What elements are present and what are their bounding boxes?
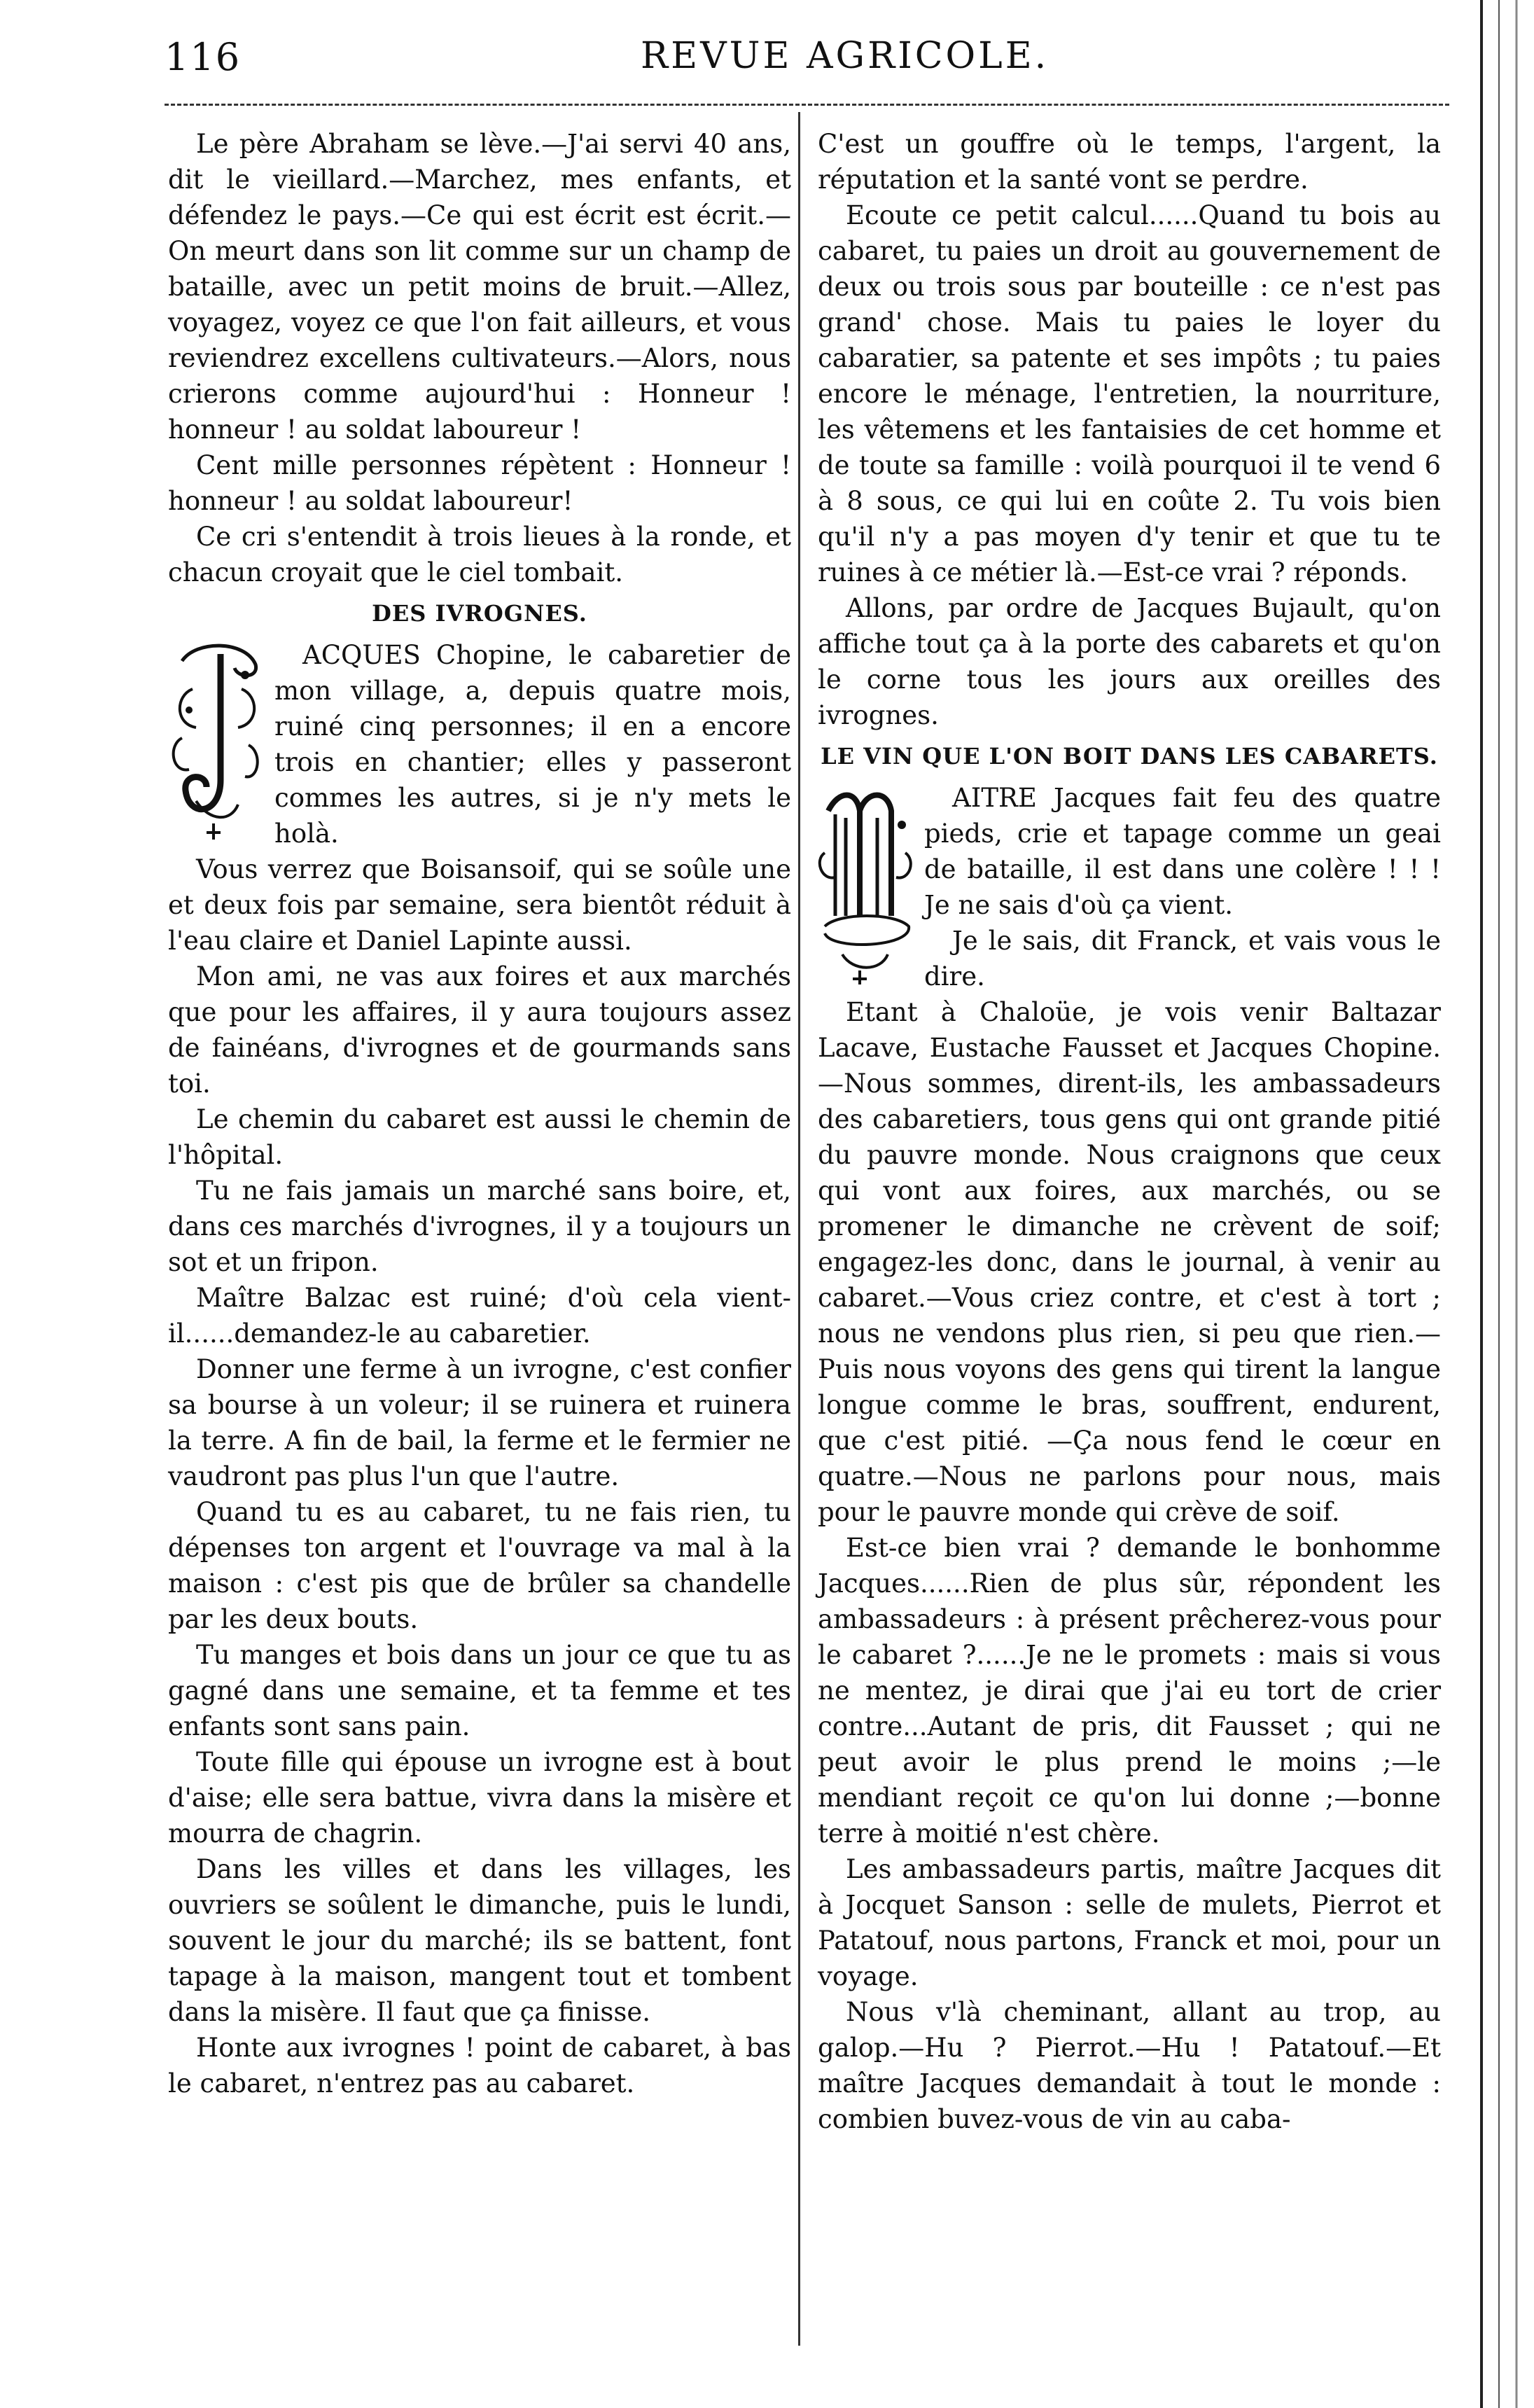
left-column xyxy=(168,126,791,2101)
paragraph: Le père Abraham se lève.—J'ai servi 40 ans, dit le vieillard.—Marchez, mes enfants, et défendez le pays.—Ce qui est écrit est écrit.—On meurt dans son lit comme sur un champ de bataille, avec un petit moins de bruit.—Allez, voyagez, voyez ce que l'on fait ailleurs, et vous reviendrez excellens cultivateurs.—Alors, nous crierons comme aujourd'hui : Honneur ! honneur ! au soldat laboureur ! xyxy=(168,129,791,445)
paragraph: AITRE Jacques fait feu des quatre pieds, crie et tapage comme un geai de bataille, il est dans une colère ! ! ! Je ne sais d'où ça vient. xyxy=(924,783,1441,920)
paragraph: Je le sais, dit Franck, et vais vous le dire. xyxy=(924,926,1441,991)
section-title-vin: LE VIN QUE L'ON BOIT DANS LES CABARETS. xyxy=(821,743,1438,770)
paragraph: C'est un gouffre où le temps, l'argent, la réputation et la santé vont se perdre. xyxy=(818,129,1441,195)
page-header xyxy=(165,28,1449,91)
paragraph: Les ambassadeurs partis, maître Jacques dit à Jocquet Sanson : selle de mulets, Pierrot et Patatouf, nous partons, Franck et moi, pour un voyage. xyxy=(818,1854,1441,1991)
paragraph: Est-ce bien vrai ? demande le bonhomme Jacques......Rien de plus sûr, répondent les ambassadeurs : à présent prêcherez-vous pour le cabaret ?......Je ne le promets : mais si vous ne mentez, je dirai que j'ai eu tort de crier contre...Autant de pris, dit Fausset ; qui ne peut avoir le plus prend le moins ;—le mendiant reçoit ce qu'on lui donne ;—bonne terre à moitié n'est chère. xyxy=(818,1533,1441,1849)
paragraph: Toute fille qui épouse un ivrogne est à bout d'aise; elle sera battue, vivra dans la misère et mourra de chagrin. xyxy=(168,1747,791,1849)
paragraph: Dans les villes et dans les villages, les ouvriers se soûlent le dimanche, puis le lundi, souvent le jour du marché; ils se battent, font tapage à la maison, mangent tout et tombent dans la misère. Il faut que ça finisse. xyxy=(168,1854,791,2027)
ornate-initial-m-icon xyxy=(818,783,916,986)
paragraph: ACQUES Chopine, le cabaretier de mon village, a, depuis quatre mois, ruiné cinq personnes; il en a encore trois en chantier; elles y passeront commes les autres, si je n'y mets le holà. xyxy=(274,640,791,849)
ornate-initial-j-icon xyxy=(168,640,266,843)
section-title-ivrognes: DES IVROGNES. xyxy=(372,600,587,627)
paragraph: Ce cri s'entendit à trois lieues à la ronde, et chacun croyait que le ciel tombait. xyxy=(168,522,791,587)
paragraph: Le chemin du cabaret est aussi le chemin de l'hôpital. xyxy=(168,1104,791,1170)
page-number: 116 xyxy=(165,35,242,79)
paragraph: Tu manges et bois dans un jour ce que tu as gagné dans une semaine, et ta femme et tes enfants sont sans pain. xyxy=(168,1640,791,1741)
paragraph: Cent mille personnes répètent : Honneur ! honneur ! au soldat laboureur! xyxy=(168,450,791,516)
paragraph: Mon ami, ne vas aux foires et aux marchés que pour les affaires, il y aura toujours assez de fainéans, d'ivrognes et de gourmands sans toi. xyxy=(168,961,791,1099)
paragraph: Quand tu es au cabaret, tu ne fais rien, tu dépenses ton argent et l'ouvrage va mal à la maison : c'est pis que de brûler sa chandelle par les deux bouts. xyxy=(168,1497,791,1634)
paragraph: Ecoute ce petit calcul......Quand tu bois au cabaret, tu paies un droit au gouvernement de deux ou trois sous par bouteille : ce n'est pas grand' chose. Mais tu paies le loyer du cabaratier, sa patente et ses impôts ; tu paies encore le ménage, l'entretien, la nourriture, les vêtemens et les fantaisies de cet homme et de toute sa famille : voilà pourquoi il te vend 6 à 8 sous, ce qui lui en coûte 2. Tu vois bien qu'il n'y a pas moyen d'y tenir et que tu te ruines à ce métier là.—Est-ce vrai ? réponds. xyxy=(818,200,1441,587)
paragraph: Nous v'là cheminant, allant au trop, au galop.—Hu ? Pierrot.—Hu ! Patatouf.—Et maître Jacques demandait à tout le monde : combien buvez-vous de vin au caba- xyxy=(818,1997,1441,2134)
paragraph: Tu ne fais jamais un marché sans boire, et, dans ces marchés d'ivrognes, il y a toujours un sot et un fripon. xyxy=(168,1176,791,1277)
header-rule xyxy=(165,104,1449,106)
paragraph: Maître Balzac est ruiné; d'où cela vient-il......demandez-le au cabaretier. xyxy=(168,1283,791,1349)
lettrine-paragraph xyxy=(818,780,1441,994)
paragraph: Etant à Chaloüe, je vois venir Baltazar Lacave, Eustache Fausset et Jacques Chopine.—Nous sommes, dirent-ils, les ambassadeurs des cabaretiers, tous gens qui ont grande pitié du pauvre monde. Nous craignons que ceux qui vont aux foires, aux marchés, ou se promener le dimanche ne crèvent de soif; engagez-les donc, dans le journal, à venir au cabaret.—Vous criez contre, et c'est à tort ; nous ne vendons plus rien, si peu que rien.—Puis nous voyons des gens qui tirent la langue longue comme le bras, souffrent, endurent, que c'est pitié. —Ça nous fend le cœur en quatre.—Nous ne parlons pour nous, mais pour le pauvre monde qui crève de soif. xyxy=(818,997,1441,1527)
column-divider xyxy=(798,112,800,2346)
paragraph: Vous verrez que Boisansoif, qui se soûle une et deux fois par semaine, sera bientôt réduit à l'eau claire et Daniel Lapinte aussi. xyxy=(168,854,791,956)
lettrine-paragraph xyxy=(168,637,791,959)
ornate-initial-graphic xyxy=(168,640,266,843)
paragraph: Donner une ferme à un ivrogne, c'est confier sa bourse à un voleur; il se ruinera et ruinera la terre. A fin de bail, la ferme et le fermier ne vaudront pas plus l'un que l'autre. xyxy=(168,1354,791,1491)
right-column xyxy=(818,126,1441,2137)
running-title: REVUE AGRICOLE. xyxy=(641,35,1050,77)
paragraph: Allons, par ordre de Jacques Bujault, qu'on affiche tout ça à la porte des cabarets et qu'on le corne tous les jours aux oreilles des ivrognes. xyxy=(818,593,1441,730)
scan-edge-binding xyxy=(1457,0,1534,2408)
paragraph: Honte aux ivrognes ! point de cabaret, à bas le cabaret, n'entrez pas au cabaret. xyxy=(168,2033,791,2099)
ornate-initial-graphic xyxy=(818,783,916,986)
